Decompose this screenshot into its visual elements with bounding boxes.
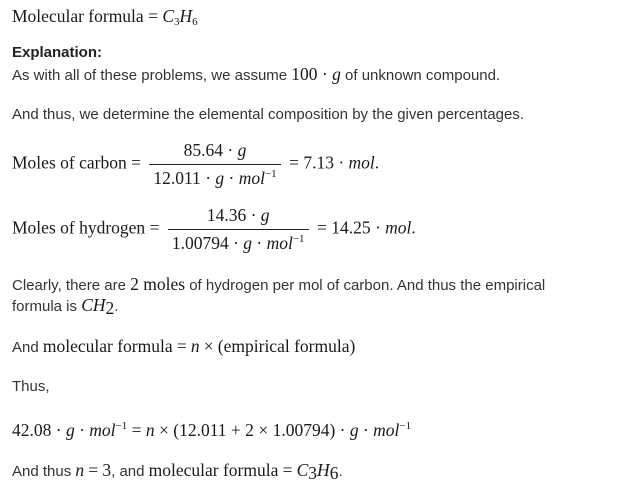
- eq-exponent: −1: [115, 420, 128, 432]
- final-hydrogen-sub: 6: [329, 463, 339, 483]
- p1-number: 100: [291, 64, 318, 84]
- molar-mass-equation: [12, 420, 411, 441]
- carbon-num-dot: ·: [227, 140, 234, 160]
- molecular-relation: [12, 336, 355, 357]
- eq-value: 42.08: [12, 420, 52, 440]
- eq-g2: g: [349, 420, 359, 440]
- clearly-line2-text: formula is: [12, 298, 82, 315]
- carbon-denominator: [149, 164, 280, 189]
- hydrogen-num-unit: g: [260, 205, 270, 225]
- carbon-den-g: g: [215, 168, 225, 188]
- carbon-num-unit: g: [237, 140, 247, 160]
- hydrogen-equals: =: [149, 217, 160, 238]
- clearly-line-1: [12, 274, 545, 295]
- final-carbon-sub: 3: [308, 463, 318, 483]
- thus-text: Thus,: [12, 378, 50, 395]
- empirical-formula: CH: [81, 295, 106, 315]
- hydrogen-denominator: [168, 229, 309, 254]
- eq-times2: ×: [258, 420, 269, 440]
- hydrogen-period: .: [411, 217, 416, 238]
- eq-open: (12.011 + 2: [173, 420, 254, 440]
- molecular-n: n: [190, 336, 200, 356]
- explanation-paragraph-1: [12, 64, 500, 85]
- final-text-before: And thus: [12, 463, 76, 480]
- carbon-den-mol: mol: [238, 168, 265, 188]
- explanation-title: Explanation:: [12, 44, 103, 61]
- hydrogen-num-value: 14.36: [206, 205, 247, 225]
- eq-exponent-2: −1: [399, 420, 412, 432]
- p1-text-after: of unknown compound.: [340, 67, 501, 84]
- clearly-text-after: of hydrogen per mol of carbon. And thus the empirical: [185, 277, 546, 294]
- clearly-text-before: Clearly, there are: [12, 277, 131, 294]
- hydrogen-numerator: [168, 205, 309, 229]
- hydrogen-den-mol: mol: [266, 233, 293, 253]
- hydrogen-num-dot: ·: [250, 205, 257, 225]
- hydrogen-fraction: [168, 205, 309, 254]
- molecular-and: And: [12, 339, 43, 356]
- final-equals-2: =: [282, 460, 293, 480]
- hydrogen-den-dot1: ·: [233, 233, 239, 253]
- hydrogen-result-dot: ·: [374, 217, 381, 238]
- final-comma: , and: [111, 463, 149, 480]
- final-line: [12, 460, 343, 481]
- carbon-den-dot1: ·: [205, 168, 212, 188]
- p1-text-before: As with all of these problems, we assume: [12, 67, 292, 84]
- hydrogen-den-exponent: −1: [292, 233, 305, 245]
- carbon-numerator: [149, 140, 280, 164]
- clearly-line-2: [12, 295, 118, 316]
- final-label: molecular formula: [148, 460, 279, 480]
- eq-dot4: ·: [362, 420, 369, 440]
- carbon-label: Moles of carbon: [12, 152, 127, 173]
- final-n: n: [75, 460, 85, 480]
- carbon-symbol: C: [162, 6, 174, 26]
- final-carbon: C: [296, 460, 309, 480]
- eq-close: 1.00794): [272, 420, 336, 440]
- molecular-times: ×: [203, 336, 214, 356]
- p1-unit: g: [332, 64, 341, 84]
- molecular-label: molecular formula: [42, 336, 173, 356]
- molecular-equals: =: [176, 336, 187, 356]
- hydrogen-equation: [12, 205, 416, 254]
- final-period: .: [338, 463, 343, 480]
- hydrogen-result-unit: mol: [385, 217, 412, 238]
- hydrogen-den-g: g: [243, 233, 253, 253]
- eq-times: ×: [159, 420, 169, 440]
- eq-mol2: mol: [373, 420, 400, 440]
- hydrogen-symbol: H: [179, 6, 193, 26]
- eq-g: g: [65, 420, 75, 440]
- hydrogen-label: Moles of hydrogen: [12, 217, 146, 238]
- eq-mol: mol: [89, 420, 116, 440]
- carbon-result-dot: ·: [338, 152, 345, 173]
- p1-amount: [291, 64, 341, 84]
- header-label: Molecular formula: [12, 6, 144, 26]
- hydrogen-subscript: 6: [192, 16, 198, 28]
- carbon-fraction: [149, 140, 280, 189]
- carbon-equals: =: [131, 152, 141, 173]
- carbon-result: 7.13: [303, 152, 334, 173]
- carbon-equals-2: =: [289, 152, 299, 173]
- hydrogen-equals-2: =: [316, 217, 327, 238]
- carbon-result-unit: mol: [348, 152, 375, 173]
- final-three: 3: [102, 460, 112, 480]
- eq-equals: =: [131, 420, 142, 440]
- eq-dot1: ·: [55, 420, 62, 440]
- carbon-period: .: [374, 152, 380, 173]
- p1-dot: ·: [321, 64, 328, 84]
- final-hydrogen: H: [317, 460, 330, 480]
- carbon-num-value: 85.64: [183, 140, 224, 160]
- molecular-empirical: (empirical formula): [217, 336, 356, 356]
- carbon-den-exponent: −1: [264, 168, 277, 180]
- empirical-subscript: 2: [105, 298, 115, 318]
- eq-dot2: ·: [79, 420, 85, 440]
- carbon-equation: [12, 140, 379, 189]
- explanation-paragraph-2: And thus, we determine the elemental composition by the given percentages.: [12, 106, 524, 123]
- hydrogen-den-dot2: ·: [256, 233, 263, 253]
- carbon-subscript: 3: [174, 16, 180, 28]
- hydrogen-result: 14.25: [331, 217, 371, 238]
- final-equals: =: [88, 460, 99, 480]
- equals-sign: =: [148, 6, 158, 26]
- carbon-den-value: 12.011: [153, 168, 201, 188]
- carbon-den-dot2: ·: [228, 168, 235, 188]
- clearly-moles: 2 moles: [130, 274, 186, 294]
- hydrogen-den-value: 1.00794: [171, 233, 229, 253]
- header-formula: [12, 6, 198, 27]
- eq-n: n: [145, 420, 155, 440]
- eq-dot3: ·: [339, 420, 346, 440]
- clearly-period: .: [114, 298, 119, 315]
